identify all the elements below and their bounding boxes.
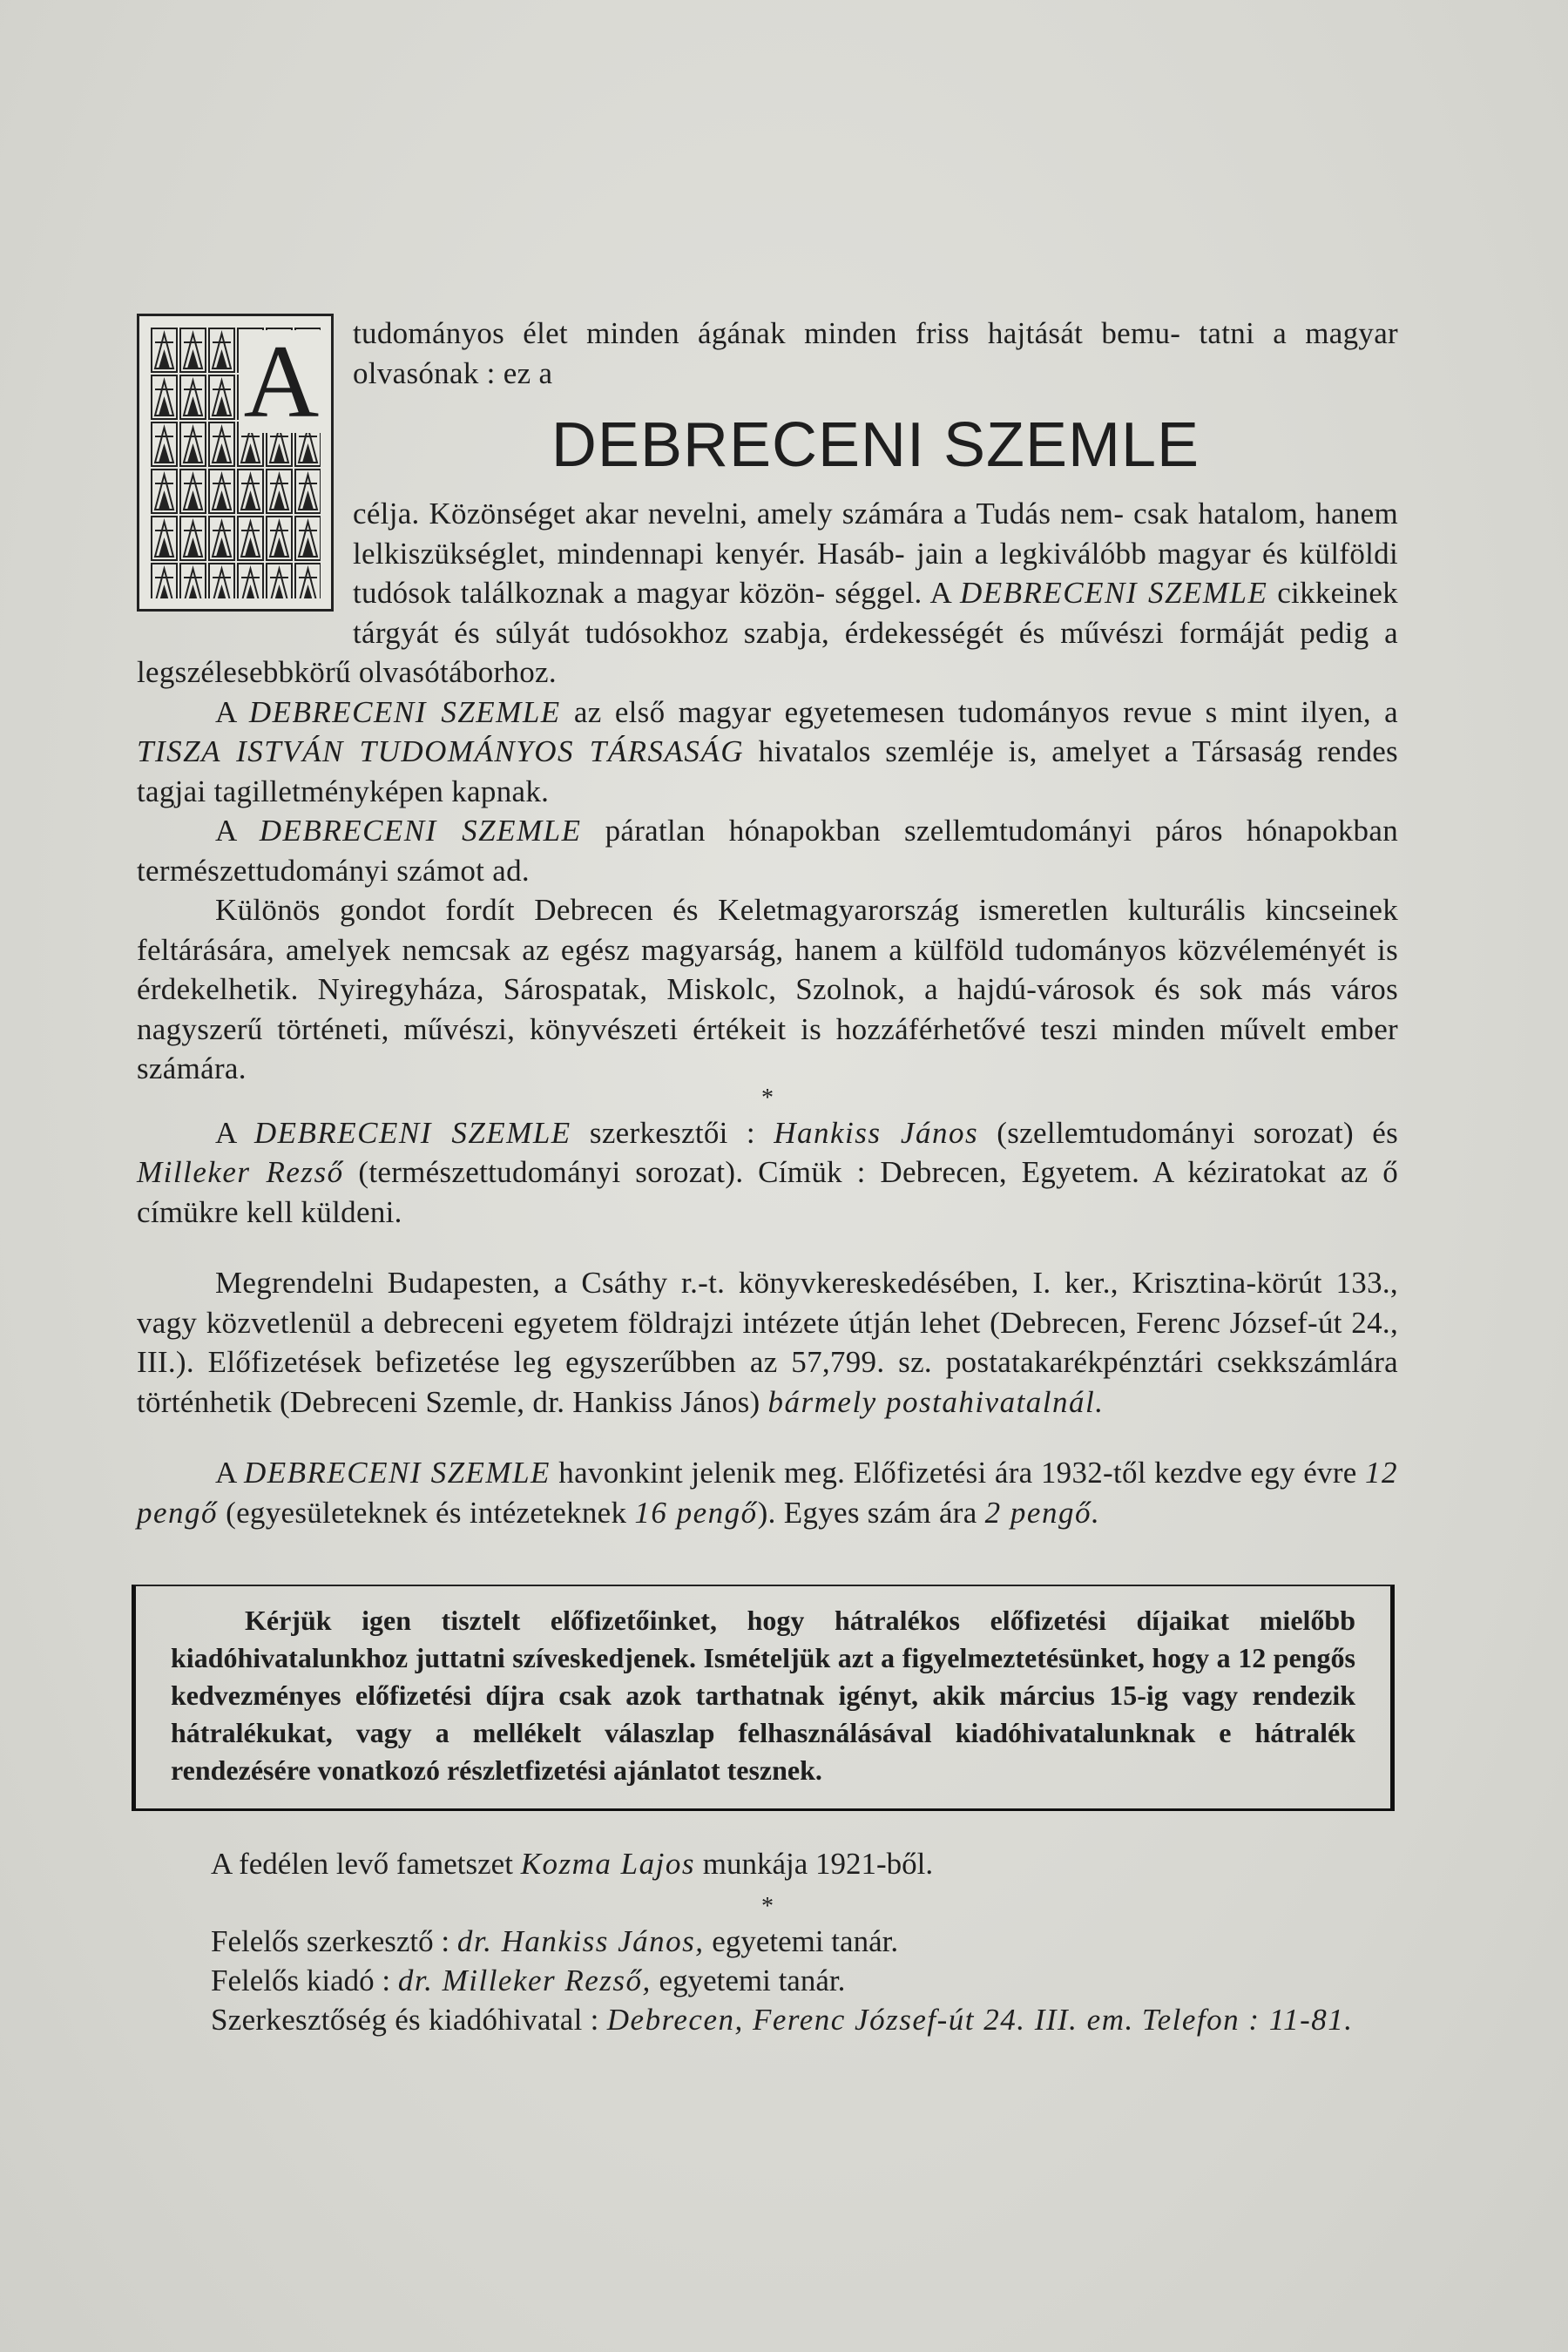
payment-notice-box: Kérjük igen tisztelt előfizetőinket, hogy hátralékos előfizetési díjaikat mielőbb kiadóhivatalunkhoz juttatni szíveskedjenek. Ismételjük azt a figyelmeztetésünket, hogy a 12 pengős kedvezményes előfizetési díjra csak azok tarthatnak igényt, akik március 15-ig vagy rendezik hátralékukat, vagy a mellékelt válaszlap felhasználásával kiadóhivatalunknak e hátralék rendezésére vonatkozó részletfizetési ajánlatot tesznek. (132, 1585, 1395, 1811)
paragraph-editors: A DEBRECENI SZEMLE szerkesztői : Hankiss János (szellemtudományi sorozat) és Milleker Rezső (természettudományi sorozat). Címük : Debrecen, Egyetem. A kéziratokat az ő címükre kell küldeni. (137, 1115, 1399, 1229)
woodcut-credit: A fedélen levő fametszet Kozma Lajos munkája 1921-ből. (211, 1847, 934, 1881)
price-single: 2 pengő. (984, 1495, 1101, 1530)
intro-line-1: tudományos élet minden ágának minden friss hajtását bemu- (353, 316, 1181, 350)
artist-name: Kozma Lajos (520, 1847, 695, 1881)
paragraph-ordering: Megrendelni Budapesten, a Csáthy r.-t. könyvkereskedésében, I. ker., Krisztina-körút 133., vagy közvetlenül a debreceni egyetem földrajzi intézete útján lehet (Debrecen, Ferenc József-út 24., III.). Előfizetések befizetése leg egyszerűbben az 57,799. sz. postatakarékpénztári csekkszámlára történhetik (Debreceni Szemle, dr. Hankiss János) bármely postahivatalnál. (137, 1266, 1398, 1419)
journal-title-ref: DEBRECENI SZEMLE (959, 576, 1268, 610)
post-office-emphasis: bármely postahivatalnál. (767, 1384, 1105, 1419)
document-body (137, 314, 1398, 2040)
editor-name: Hankiss János (774, 1115, 979, 1150)
editor-name: Milleker Rezső (137, 1155, 344, 1189)
dropcap-ornament (137, 314, 334, 612)
paragraph-schedule: A DEBRECENI SZEMLE páratlan hónapokban szellemtudományi páros hónapokban természettudományi számot ad. (137, 814, 1398, 888)
society-name: TISZA ISTVÁN TUDOMÁNYOS TÁRSASÁG (137, 734, 745, 768)
paragraph-pricing: A DEBRECENI SZEMLE havonkint jelenik meg. Előfizetési ára 1932-től kezdve egy évre 12 pengő (egyesületeknek és intézeteknek 16 pengő). Egyes szám ára 2 pengő. (137, 1456, 1399, 1530)
journal-title-ref: DEBRECENI SZEMLE (248, 694, 561, 729)
journal-title-ref: DEBRECENI SZEMLE (244, 1456, 551, 1490)
paragraph-purpose: célja. Közönséget akar nevelni, amely számára a Tudás nem- csak hatalom, hanem lelkiszükséglet, mindennapi kenyér. Hasáb- jain a legkiválóbb magyar és külföldi tudósok találkoznak a magyar közön- séggel. A DEBRECENI SZEMLE cikkeinek tárgyát és súlyát tudósokhoz szabja, érdekességét és művészi formáját pedig a legszélesebbkörű olvasótáborhoz. (137, 497, 1398, 689)
price-institutional: 16 pengő (634, 1495, 758, 1530)
journal-title: DEBRECENI SZEMLE (551, 410, 1200, 480)
phone-number: Telefon : 11-81. (1141, 2003, 1354, 2037)
responsible-publisher: Felelős kiadó : dr. Milleker Rezső, egyetemi tanár. (211, 1963, 846, 1997)
journal-title-ref: DEBRECENI SZEMLE (253, 1115, 571, 1150)
office-address: Szerkesztőség és kiadóhivatal : Debrecen, Ferenc József-út 24. III. em. Telefon : 11-81. (211, 2003, 1354, 2037)
paragraph-region: Különös gondot fordít Debrecen és Keletmagyarország ismeretlen kulturális kincseinek feltárására, amelyek nemcsak az egész magyarság, hanem a külföld tudományos közvéleményét is érdekelhetik. Nyiregyháza, Sárospatak, Miskolc, Szolnok, a hajdú-városok és sok más város nagyszerű történeti, művészi, könyvészeti értékeit is hozzáférhetővé teszi minden művelt ember számára. (137, 893, 1398, 1085)
dropcap-letter: A (239, 330, 324, 433)
journal-title-ref: DEBRECENI SZEMLE (259, 814, 582, 848)
separator-asterisk: * (761, 1893, 774, 1920)
responsible-editor: Felelős szerkesztő : dr. Hankiss János, egyetemi tanár. (211, 1924, 899, 1958)
price-annual: 12 pengő (137, 1456, 1399, 1530)
intro-line-2: tatni a magyar olvasónak : ez a (353, 316, 1398, 390)
imprint-block (137, 1844, 1398, 2040)
separator-asterisk: * (761, 1084, 774, 1112)
paragraph-revue: A DEBRECENI SZEMLE az első magyar egyetemesen tudományos revue s mint ilyen, a TISZA ISTVÁN TUDOMÁNYOS TÁRSASÁG hivatalos szemléje is, amelyet a Társaság rendes tagjai tagilletményképen kapnak. (137, 694, 1398, 808)
